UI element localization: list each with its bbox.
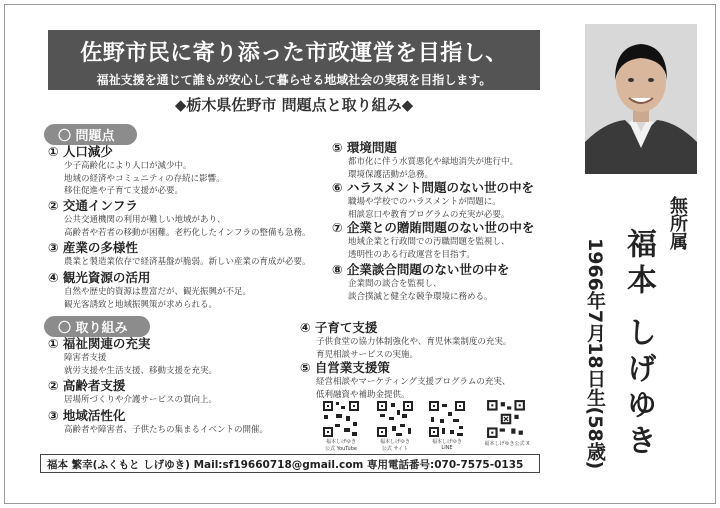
qr-caption-line: 公式 サイト	[381, 446, 409, 452]
problem-desc: 観光客誘致と地域振興策が求められる。	[64, 299, 218, 310]
qr-caption-line: 福本しげゆき	[379, 439, 410, 445]
problem-desc: 公共交通機関の利用が難しい地域があり、	[64, 215, 226, 225]
problem-title: ① 人口減少	[48, 144, 113, 159]
problem-desc: 自然や歴史的資源は豊富だが、観光振興が不足。	[64, 287, 252, 297]
problem-title: ⑥ ハラスメント問題のない世の中を	[332, 180, 535, 195]
qr-code-x-icon[interactable]	[486, 399, 526, 439]
candidate-photo	[585, 24, 697, 174]
problem-desc: 移住促進や子育て支援が必要。	[64, 186, 184, 196]
actions-label: 〇 取り組み	[44, 316, 150, 337]
action-title: ② 高齢者支援	[48, 378, 126, 393]
problem-desc: 地域の経済やコミュニティの存続に影響。	[64, 173, 225, 184]
action-item-5	[300, 358, 580, 401]
page-title: 佐野市民に寄り添った市政運営を目指し、	[80, 41, 508, 66]
problem-item-3	[48, 238, 328, 269]
problems-label: 〇 問題点	[44, 124, 137, 145]
problem-title: ⑧ 企業談合問題のない世の中を	[332, 262, 510, 277]
action-title: ③ 地域活性化	[48, 408, 126, 423]
candidate-affiliation: 無所属	[667, 196, 688, 250]
qr-caption-line: 福本しげゆき	[431, 439, 462, 445]
page-subtitle: 福祉支援を通じて誰もが安心して暮らせる地域社会の実現を目指します。	[96, 73, 492, 87]
action-title: ⑤ 自営業支援策	[300, 360, 390, 375]
qr-code-youtube-icon[interactable]	[322, 400, 360, 438]
problem-title: ⑤ 環境問題	[332, 140, 397, 155]
problem-desc: 地域企業と行政間での汚職問題を監視し、	[348, 237, 510, 247]
problem-desc: 企業間の談合を監視し、	[348, 279, 442, 289]
action-desc: 子供食堂の協力体制強化や、育児休業制度の充実。	[316, 337, 512, 347]
action-title: ④ 子育て支援	[300, 320, 378, 335]
problem-title: ④ 観光資源の活用	[48, 270, 151, 285]
qr-code-site-icon[interactable]	[376, 400, 414, 438]
problem-desc: 職場や学校でのハラスメントが問題に。	[348, 197, 501, 207]
problem-desc: 透明性のある行政運営を目指す。	[348, 249, 475, 260]
action-desc: 低利融資や補助金提供。	[316, 389, 410, 400]
action-item-4	[300, 318, 580, 361]
qr-caption-line: 福本しげゆき公式 X	[484, 441, 530, 447]
problem-item-1	[48, 142, 328, 198]
contact-footer: 福本 繁幸(ふくもと しげゆき) Mail:sf19660718@gmail.com 専用電話番号:070-7575-0135	[40, 454, 540, 473]
candidate-name: 福本 しげゆき	[621, 228, 656, 461]
problem-title: ③ 産業の多様性	[48, 240, 138, 255]
qr-caption-line: LINE	[441, 445, 453, 451]
qr-caption	[316, 438, 366, 452]
problem-item-4	[48, 268, 328, 311]
header-banner	[48, 30, 540, 90]
action-desc: 就労支援や生活支援、移動支援を充実。	[64, 365, 218, 376]
problem-desc: 農業と製造業依存で経済基盤が脆弱。新しい産業の育成が必要。	[64, 257, 311, 267]
problem-item-2	[48, 196, 328, 239]
action-item-3	[48, 406, 328, 437]
action-desc: 経営相談やマーケティング支援プログラムの充実、	[316, 377, 511, 387]
problem-title: ⑦ 企業との贈賄問題のない世の中を	[332, 220, 535, 235]
section-heading: ◆栃木県佐野市 問題点と取り組み◆	[174, 96, 414, 114]
qr-caption	[422, 438, 472, 451]
action-desc: 高齢者や障害者、子供たちの集まるイベントの開催。	[64, 425, 269, 435]
action-desc: 育児相談サービスの実施。	[316, 349, 419, 360]
problem-item-6	[332, 178, 612, 221]
action-item-1	[48, 334, 328, 377]
qr-caption-line: 公式 YouTube	[325, 446, 357, 452]
action-item-2	[48, 376, 328, 407]
problem-desc: 環境保護活動が急務。	[348, 169, 434, 180]
action-title: ① 福祉関連の充実	[48, 336, 151, 351]
problem-desc: 相談窓口や教育プログラムの充実が必要。	[348, 209, 510, 220]
problem-desc: 高齢者や若者の移動が困難。老朽化したインフラの整備も急務。	[64, 227, 311, 238]
action-desc: 障害者支援	[64, 353, 107, 363]
qr-caption	[478, 440, 536, 447]
qr-code-line-icon[interactable]	[428, 400, 466, 438]
problem-desc: 少子高齢化により人口が減少中。	[64, 161, 192, 171]
problem-item-5	[332, 138, 612, 181]
problem-title: ② 交通インフラ	[48, 198, 138, 213]
problem-desc: 談合撲滅と健全な競争環境に務める。	[348, 291, 493, 302]
qr-caption	[370, 438, 420, 452]
problem-desc: 都市化に伴う水質悪化や緑地消失が進行中。	[348, 157, 519, 167]
qr-caption-line: 福本しげゆき	[325, 439, 356, 445]
problem-item-8	[332, 260, 612, 303]
action-desc: 居場所づくりや介護サービスの質向上。	[64, 395, 218, 405]
problem-item-7	[332, 218, 612, 261]
candidate-birth: 1966年7月18日生(58歳)	[584, 238, 606, 470]
